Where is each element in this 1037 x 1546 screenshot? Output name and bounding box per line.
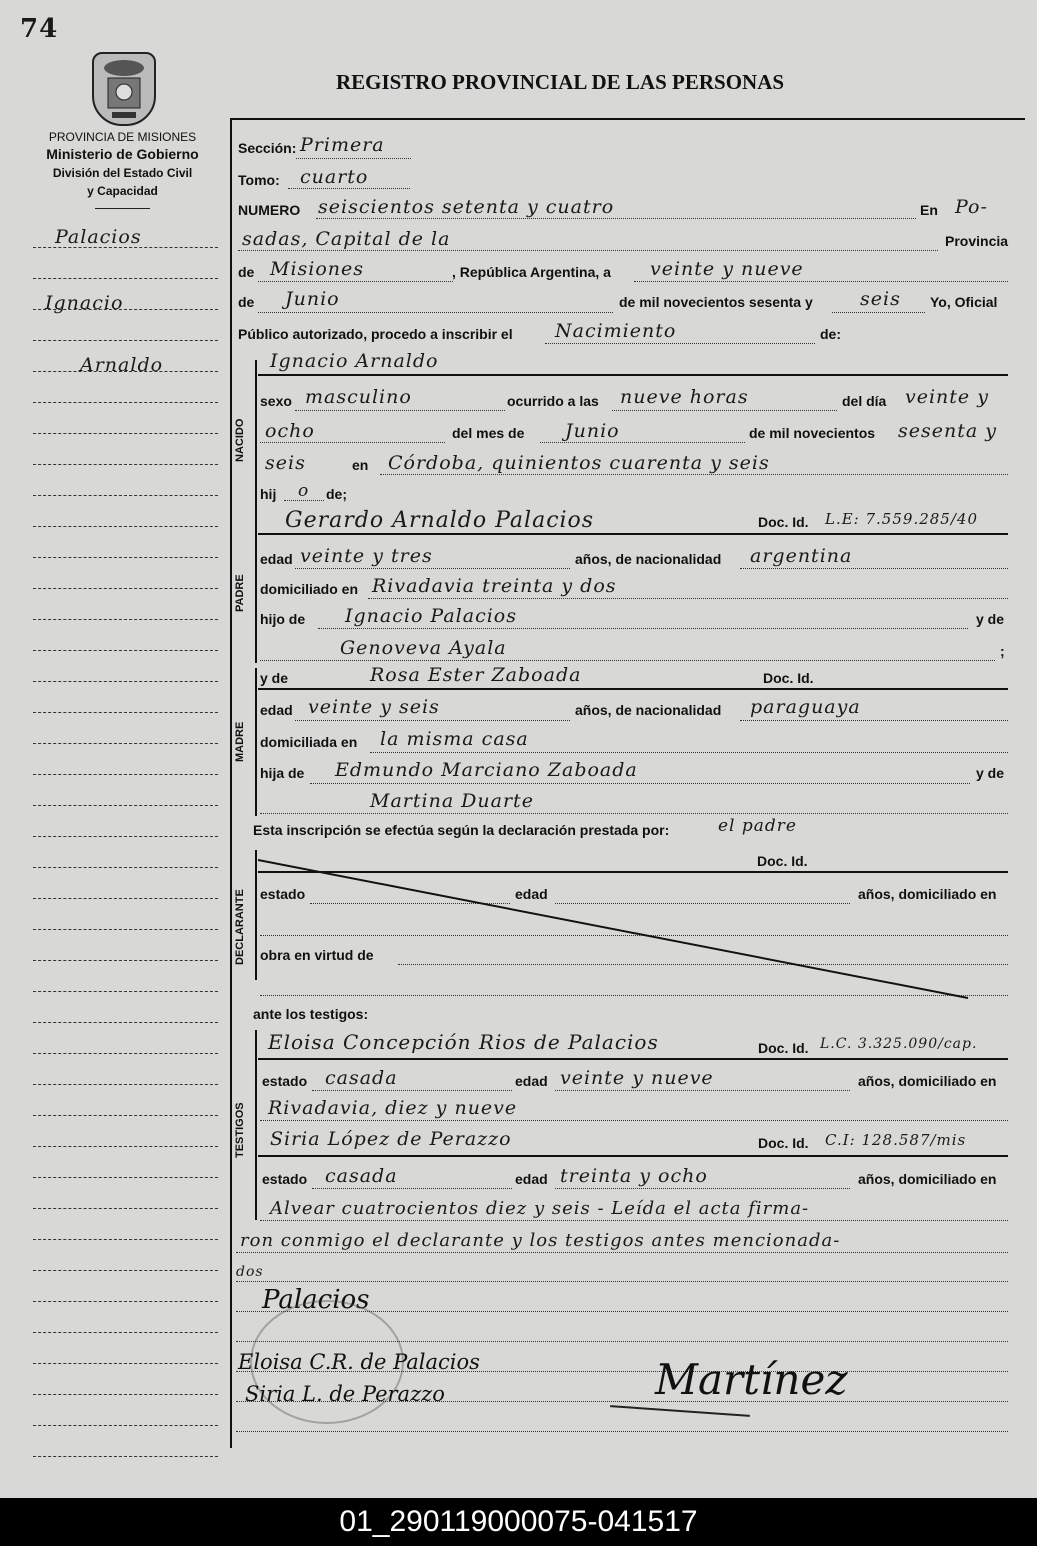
testigo2-doc-label: Doc. Id. — [758, 1135, 809, 1151]
margin-name-1: Ignacio — [45, 292, 124, 314]
testigo1-dom-value: Rivadavia, diez y nueve — [268, 1097, 518, 1119]
de-semi-label: de; — [326, 486, 347, 502]
testigos-label: ante los testigos: — [253, 1006, 369, 1022]
testigo2-edad-label: edad — [515, 1171, 548, 1187]
padre-edad-label: edad — [260, 551, 293, 567]
nacido-section-label: NACIDO — [234, 418, 246, 462]
margin-rule — [33, 1177, 218, 1178]
frame-top-border — [230, 118, 1025, 120]
margin-rule — [33, 433, 218, 434]
father-signature: Palacios — [262, 1285, 370, 1315]
frame-left-border — [230, 118, 232, 1448]
margin-rule — [33, 1270, 218, 1271]
testigo2-dom-value: Alvear cuatrocientos diez y seis - Leída el acta firma- — [270, 1198, 810, 1219]
numero-label: NUMERO — [238, 202, 301, 218]
official-signature: Martínez — [655, 1355, 848, 1404]
footer-filename: 01_290119000075-041517 — [0, 1498, 1037, 1546]
testigo1-anios-label: años, domiciliado en — [858, 1073, 997, 1089]
testigo2-nombre-value: Siria López de Perazzo — [270, 1128, 512, 1150]
madre-dom-value: la misma casa — [380, 728, 529, 750]
signature-rule — [236, 1281, 1008, 1282]
province-label: PROVINCIA DE MISIONES — [48, 130, 197, 144]
del-mes-label: del mes de — [452, 425, 525, 441]
closing-line-2: dos — [236, 1264, 264, 1280]
margin-rule — [33, 1394, 218, 1395]
margin-rule — [33, 309, 218, 310]
margin-rule — [33, 991, 218, 992]
margin-rule — [33, 929, 218, 930]
closing-line-1: ron conmigo el declarante y los testigos antes mencionada- — [240, 1230, 841, 1251]
testigo2-edad-value: treinta y ocho — [560, 1165, 708, 1187]
padre-doc-label: Doc. Id. — [758, 514, 809, 530]
madre-edad-label: edad — [260, 702, 293, 718]
de-mil-label: de mil novecientos sesenta y — [619, 294, 813, 310]
testigo1-estado-value: casada — [325, 1067, 398, 1089]
declarante-estado-label: estado — [260, 886, 306, 902]
ministry-label: Ministerio de Gobierno — [46, 146, 199, 162]
margin-rule — [33, 526, 218, 527]
margin-rule — [33, 960, 218, 961]
padre-section-label: PADRE — [234, 574, 246, 612]
fecha-dia-value: veinte y nueve — [650, 258, 804, 280]
margin-rule — [33, 557, 218, 558]
margin-rule — [33, 371, 218, 372]
margin-rule — [33, 247, 218, 248]
testigo1-nombre-value: Eloisa Concepción Rios de Palacios — [268, 1030, 659, 1054]
yo-oficial-label: Yo, Oficial — [930, 294, 998, 310]
de-label: de — [238, 264, 255, 280]
testigos-section-label: TESTIGOS — [234, 1102, 246, 1158]
testigo1-edad-value: veinte y nueve — [560, 1067, 714, 1089]
declarante-doc-label: Doc. Id. — [757, 853, 808, 869]
padre-y-de-label: y de — [976, 611, 1005, 627]
margin-rule — [33, 495, 218, 496]
page-title: REGISTRO PROVINCIAL DE LAS PERSONAS — [335, 70, 785, 94]
padre-dom-value: Rivadavia treinta y dos — [372, 575, 617, 597]
hij-suffix-value: o — [298, 481, 310, 501]
padre-padre-value: Ignacio Palacios — [345, 605, 517, 627]
tomo-label: Tomo: — [238, 172, 280, 188]
margin-rule — [33, 1022, 218, 1023]
madre-y-de-label-2: y de — [976, 765, 1005, 781]
margin-rule — [33, 743, 218, 744]
madre-hija-label: hija de — [260, 765, 305, 781]
semicolon-label: ; — [1000, 643, 1005, 659]
declarante-anios-label: años, domiciliado en — [858, 886, 997, 902]
hora-value: nueve horas — [620, 386, 749, 408]
margin-rule — [33, 1425, 218, 1426]
padre-nombre-value: Gerardo Arnaldo Palacios — [285, 508, 595, 533]
signature-rule — [236, 1431, 1008, 1432]
margin-rule — [33, 1146, 218, 1147]
margin-rule — [33, 898, 218, 899]
del-dia-label: del día — [842, 393, 887, 409]
obra-label: obra en virtud de — [260, 947, 374, 963]
margin-rule — [33, 588, 218, 589]
margin-surname: Palacios — [55, 226, 142, 248]
margin-rule — [33, 1363, 218, 1364]
place-value: sadas, Capital de la — [242, 228, 451, 250]
declarante-edad-label: edad — [515, 886, 548, 902]
testigo2-estado-label: estado — [262, 1171, 308, 1187]
margin-name-2: Arnaldo — [80, 354, 164, 376]
margin-rule — [33, 464, 218, 465]
madre-doc-label: Doc. Id. — [763, 670, 814, 686]
republica-label: , República Argentina, a — [452, 264, 611, 280]
padre-nac-value: argentina — [750, 545, 853, 567]
de-colon-label: de: — [820, 326, 841, 342]
margin-rule — [33, 619, 218, 620]
testigo1-doc-value: L.C. 3.325.090/cap. — [820, 1036, 978, 1052]
margin-rule — [33, 1053, 218, 1054]
madre-edad-value: veinte y seis — [308, 696, 440, 718]
declarante-value: el padre — [718, 816, 797, 836]
margin-rule — [33, 1456, 218, 1457]
margin-rule — [33, 1084, 218, 1085]
de-mes-label: de — [238, 294, 255, 310]
de-mil2-label: de mil novecientos — [749, 425, 876, 441]
sexo-label: sexo — [260, 393, 292, 409]
page-number: 74 — [20, 14, 59, 44]
division-label: División del Estado Civil — [52, 166, 193, 180]
margin-rule — [33, 402, 218, 403]
lugar-value: Córdoba, quinientos cuarenta y seis — [388, 452, 770, 474]
padre-edad-value: veinte y tres — [300, 545, 433, 567]
testigo1-doc-label: Doc. Id. — [758, 1040, 809, 1056]
padre-hijo-label: hijo de — [260, 611, 306, 627]
publico-label: Público autorizado, procedo a inscribir el — [238, 326, 513, 342]
testigo1-estado-label: estado — [262, 1073, 308, 1089]
margin-rule — [33, 805, 218, 806]
sexo-value: masculino — [305, 386, 412, 408]
madre-section-label: MADRE — [234, 721, 246, 762]
mes-value: Junio — [565, 420, 620, 442]
nombre-value: Ignacio Arnaldo — [270, 350, 439, 372]
margin-rule — [33, 836, 218, 837]
madre-nac-label: años, de nacionalidad — [575, 702, 722, 718]
madre-nombre-value: Rosa Ester Zaboada — [370, 664, 582, 686]
hij-label: hij — [260, 486, 277, 502]
margin-rule — [33, 1115, 218, 1116]
padre-dom-label: domiciliado en — [260, 581, 359, 597]
testigo2-doc-value: C.I: 128.587/mis — [825, 1131, 967, 1149]
en-label: En — [920, 202, 938, 218]
madre-y-de-label: y de — [260, 670, 289, 686]
testigo1-edad-label: edad — [515, 1073, 548, 1089]
anio-value: seis — [860, 288, 901, 310]
fecha-mes-value: Junio — [285, 288, 340, 310]
tomo-value: cuarto — [300, 166, 369, 188]
madre-nac-value: paraguaya — [750, 696, 861, 718]
en-value: Po- — [955, 196, 988, 218]
seccion-label: Sección: — [238, 140, 297, 156]
anio-nac2-value: seis — [265, 452, 306, 474]
madre-padre-value: Edmundo Marciano Zaboada — [335, 759, 638, 781]
signature-underline — [610, 1405, 750, 1417]
declarante-section-label: DECLARANTE — [234, 889, 246, 965]
margin-rule — [33, 1301, 218, 1302]
margin-rule — [33, 650, 218, 651]
anio-nac-value: sesenta y — [898, 420, 997, 442]
margin-rule — [33, 1239, 218, 1240]
margin-rule — [33, 1208, 218, 1209]
provincia-label: Provincia — [945, 233, 1009, 249]
testigo2-anios-label: años, domiciliado en — [858, 1171, 997, 1187]
margin-rule — [33, 1332, 218, 1333]
en-label-2: en — [352, 457, 369, 473]
witness1-signature: Eloisa C.R. de Palacios — [238, 1350, 480, 1374]
margin-rule — [33, 340, 218, 341]
padre-madre-value: Genoveva Ayala — [340, 637, 507, 659]
header-divider — [95, 208, 150, 209]
witness2-signature: Siria L. de Perazzo — [245, 1382, 445, 1406]
padre-nac-label: años, de nacionalidad — [575, 551, 722, 567]
madre-madre-value: Martina Duarte — [370, 790, 534, 812]
madre-dom-label: domiciliada en — [260, 734, 358, 750]
dia2-value: ocho — [265, 420, 315, 442]
margin-rule — [33, 278, 218, 279]
dia-value: veinte y — [905, 386, 989, 408]
ocurrido-label: ocurrido a las — [507, 393, 599, 409]
capacity-label: y Capacidad — [87, 184, 158, 198]
numero-value: seiscientos setenta y cuatro — [318, 196, 615, 218]
acto-value: Nacimiento — [555, 320, 677, 342]
cancellation-line — [258, 858, 978, 1003]
padre-doc-value: L.E: 7.559.285/40 — [825, 510, 978, 528]
margin-rule — [33, 681, 218, 682]
margin-rule — [33, 712, 218, 713]
inscripcion-label: Esta inscripción se efectúa según la declaración prestada por: — [253, 822, 670, 838]
testigo2-estado-value: casada — [325, 1165, 398, 1187]
provincia-value: Misiones — [270, 258, 365, 280]
margin-rule — [33, 867, 218, 868]
seccion-value: Primera — [300, 134, 385, 156]
margin-rule — [33, 774, 218, 775]
